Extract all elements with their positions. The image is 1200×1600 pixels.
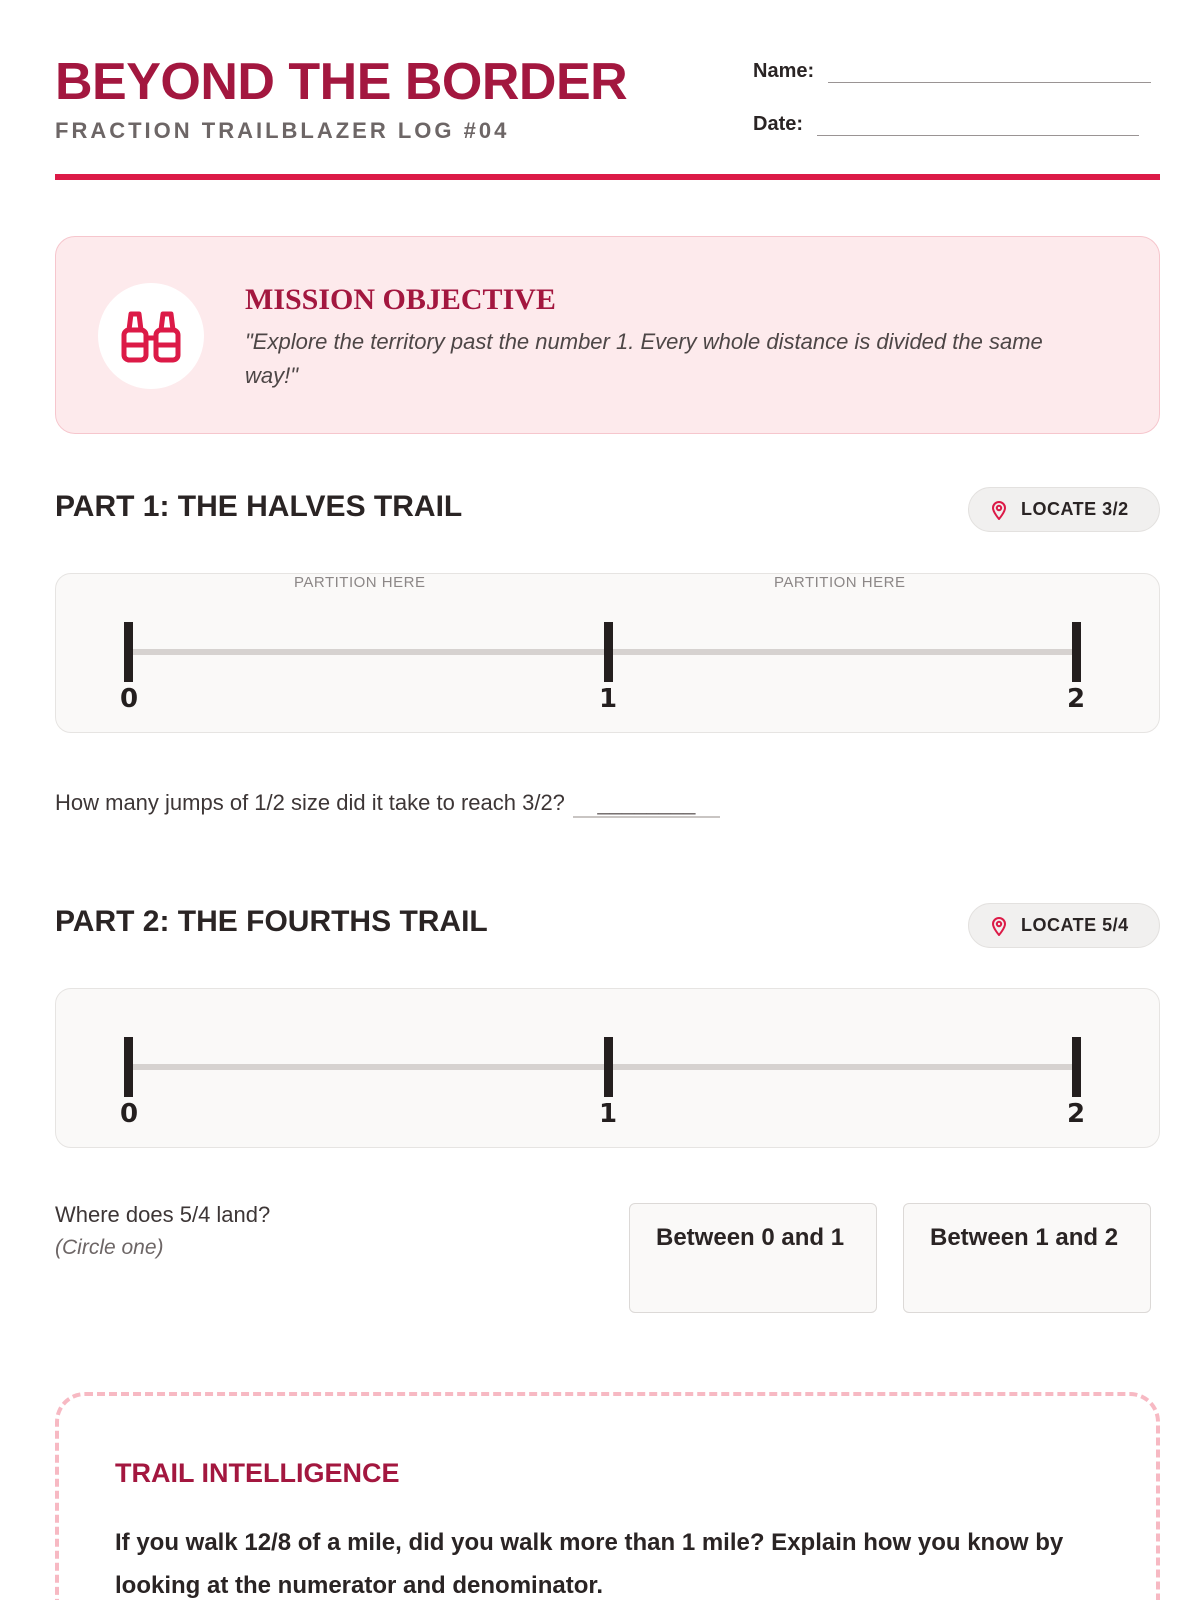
part1-locate-pill xyxy=(968,487,1160,532)
part1-number-line[interactable] xyxy=(55,573,1160,733)
date-field[interactable] xyxy=(753,113,1139,136)
date-input-line[interactable] xyxy=(817,114,1139,136)
choice-between-0-and-1[interactable]: Between 0 and 1 xyxy=(629,1203,877,1313)
mission-objective-card xyxy=(55,236,1160,434)
part2-number-line[interactable] xyxy=(55,988,1160,1148)
tick-label-1: 1 xyxy=(598,684,618,714)
part1-pill-label: LOCATE 3/2 xyxy=(1021,499,1129,519)
date-label: Date: xyxy=(753,113,804,135)
name-input-line[interactable] xyxy=(828,61,1151,83)
mission-heading: MISSION OBJECTIVE xyxy=(245,283,556,316)
choice-between-1-and-2[interactable]: Between 1 and 2 xyxy=(903,1203,1151,1313)
tick-label-1: 1 xyxy=(598,1099,618,1129)
header-divider xyxy=(55,174,1160,180)
mission-text: "Explore the territory past the number 1. Every whole distance is divided the same way!" xyxy=(245,329,1043,388)
page-subtitle: FRACTION TRAILBLAZER LOG #04 xyxy=(55,118,510,143)
page-title: BEYOND THE BORDER xyxy=(55,53,628,111)
part2-hint: (Circle one) xyxy=(55,1236,164,1259)
location-pin-icon xyxy=(991,916,1007,936)
binoculars-icon xyxy=(120,308,182,364)
tick-0 xyxy=(124,622,133,682)
tick-2 xyxy=(1072,622,1081,682)
mission-icon-badge xyxy=(98,283,204,389)
tick-0 xyxy=(124,1037,133,1097)
part2-question: Where does 5/4 land? xyxy=(55,1202,271,1227)
worksheet-header xyxy=(55,0,1160,185)
part1-title: PART 1: THE HALVES TRAIL xyxy=(55,490,463,523)
tick-label-2: 2 xyxy=(1066,1099,1086,1129)
trail-intelligence-box xyxy=(55,1392,1160,1600)
part2-title: PART 2: THE FOURTHS TRAIL xyxy=(55,905,488,938)
intel-text: If you walk 12/8 of a mile, did you walk more than 1 mile? Explain how you know by looking at the numerator and denominator. xyxy=(115,1529,1064,1599)
tick-label-0: 0 xyxy=(119,684,139,714)
name-label: Name: xyxy=(753,60,815,82)
name-field[interactable] xyxy=(753,60,1151,83)
partition-label-left: PARTITION HERE xyxy=(294,574,426,591)
part2-locate-pill xyxy=(968,903,1160,948)
intel-heading: TRAIL INTELLIGENCE xyxy=(115,1458,400,1488)
part1-question-row xyxy=(55,790,720,818)
part1-answer-blank[interactable]: ________ xyxy=(573,790,720,818)
tick-1 xyxy=(604,622,613,682)
tick-label-2: 2 xyxy=(1066,684,1086,714)
part1-question: How many jumps of 1/2 size did it take to reach 3/2? xyxy=(55,790,565,815)
location-pin-icon xyxy=(991,500,1007,520)
partition-label-right: PARTITION HERE xyxy=(774,574,906,591)
tick-label-0: 0 xyxy=(119,1099,139,1129)
part2-pill-label: LOCATE 5/4 xyxy=(1021,915,1129,935)
tick-2 xyxy=(1072,1037,1081,1097)
tick-1 xyxy=(604,1037,613,1097)
